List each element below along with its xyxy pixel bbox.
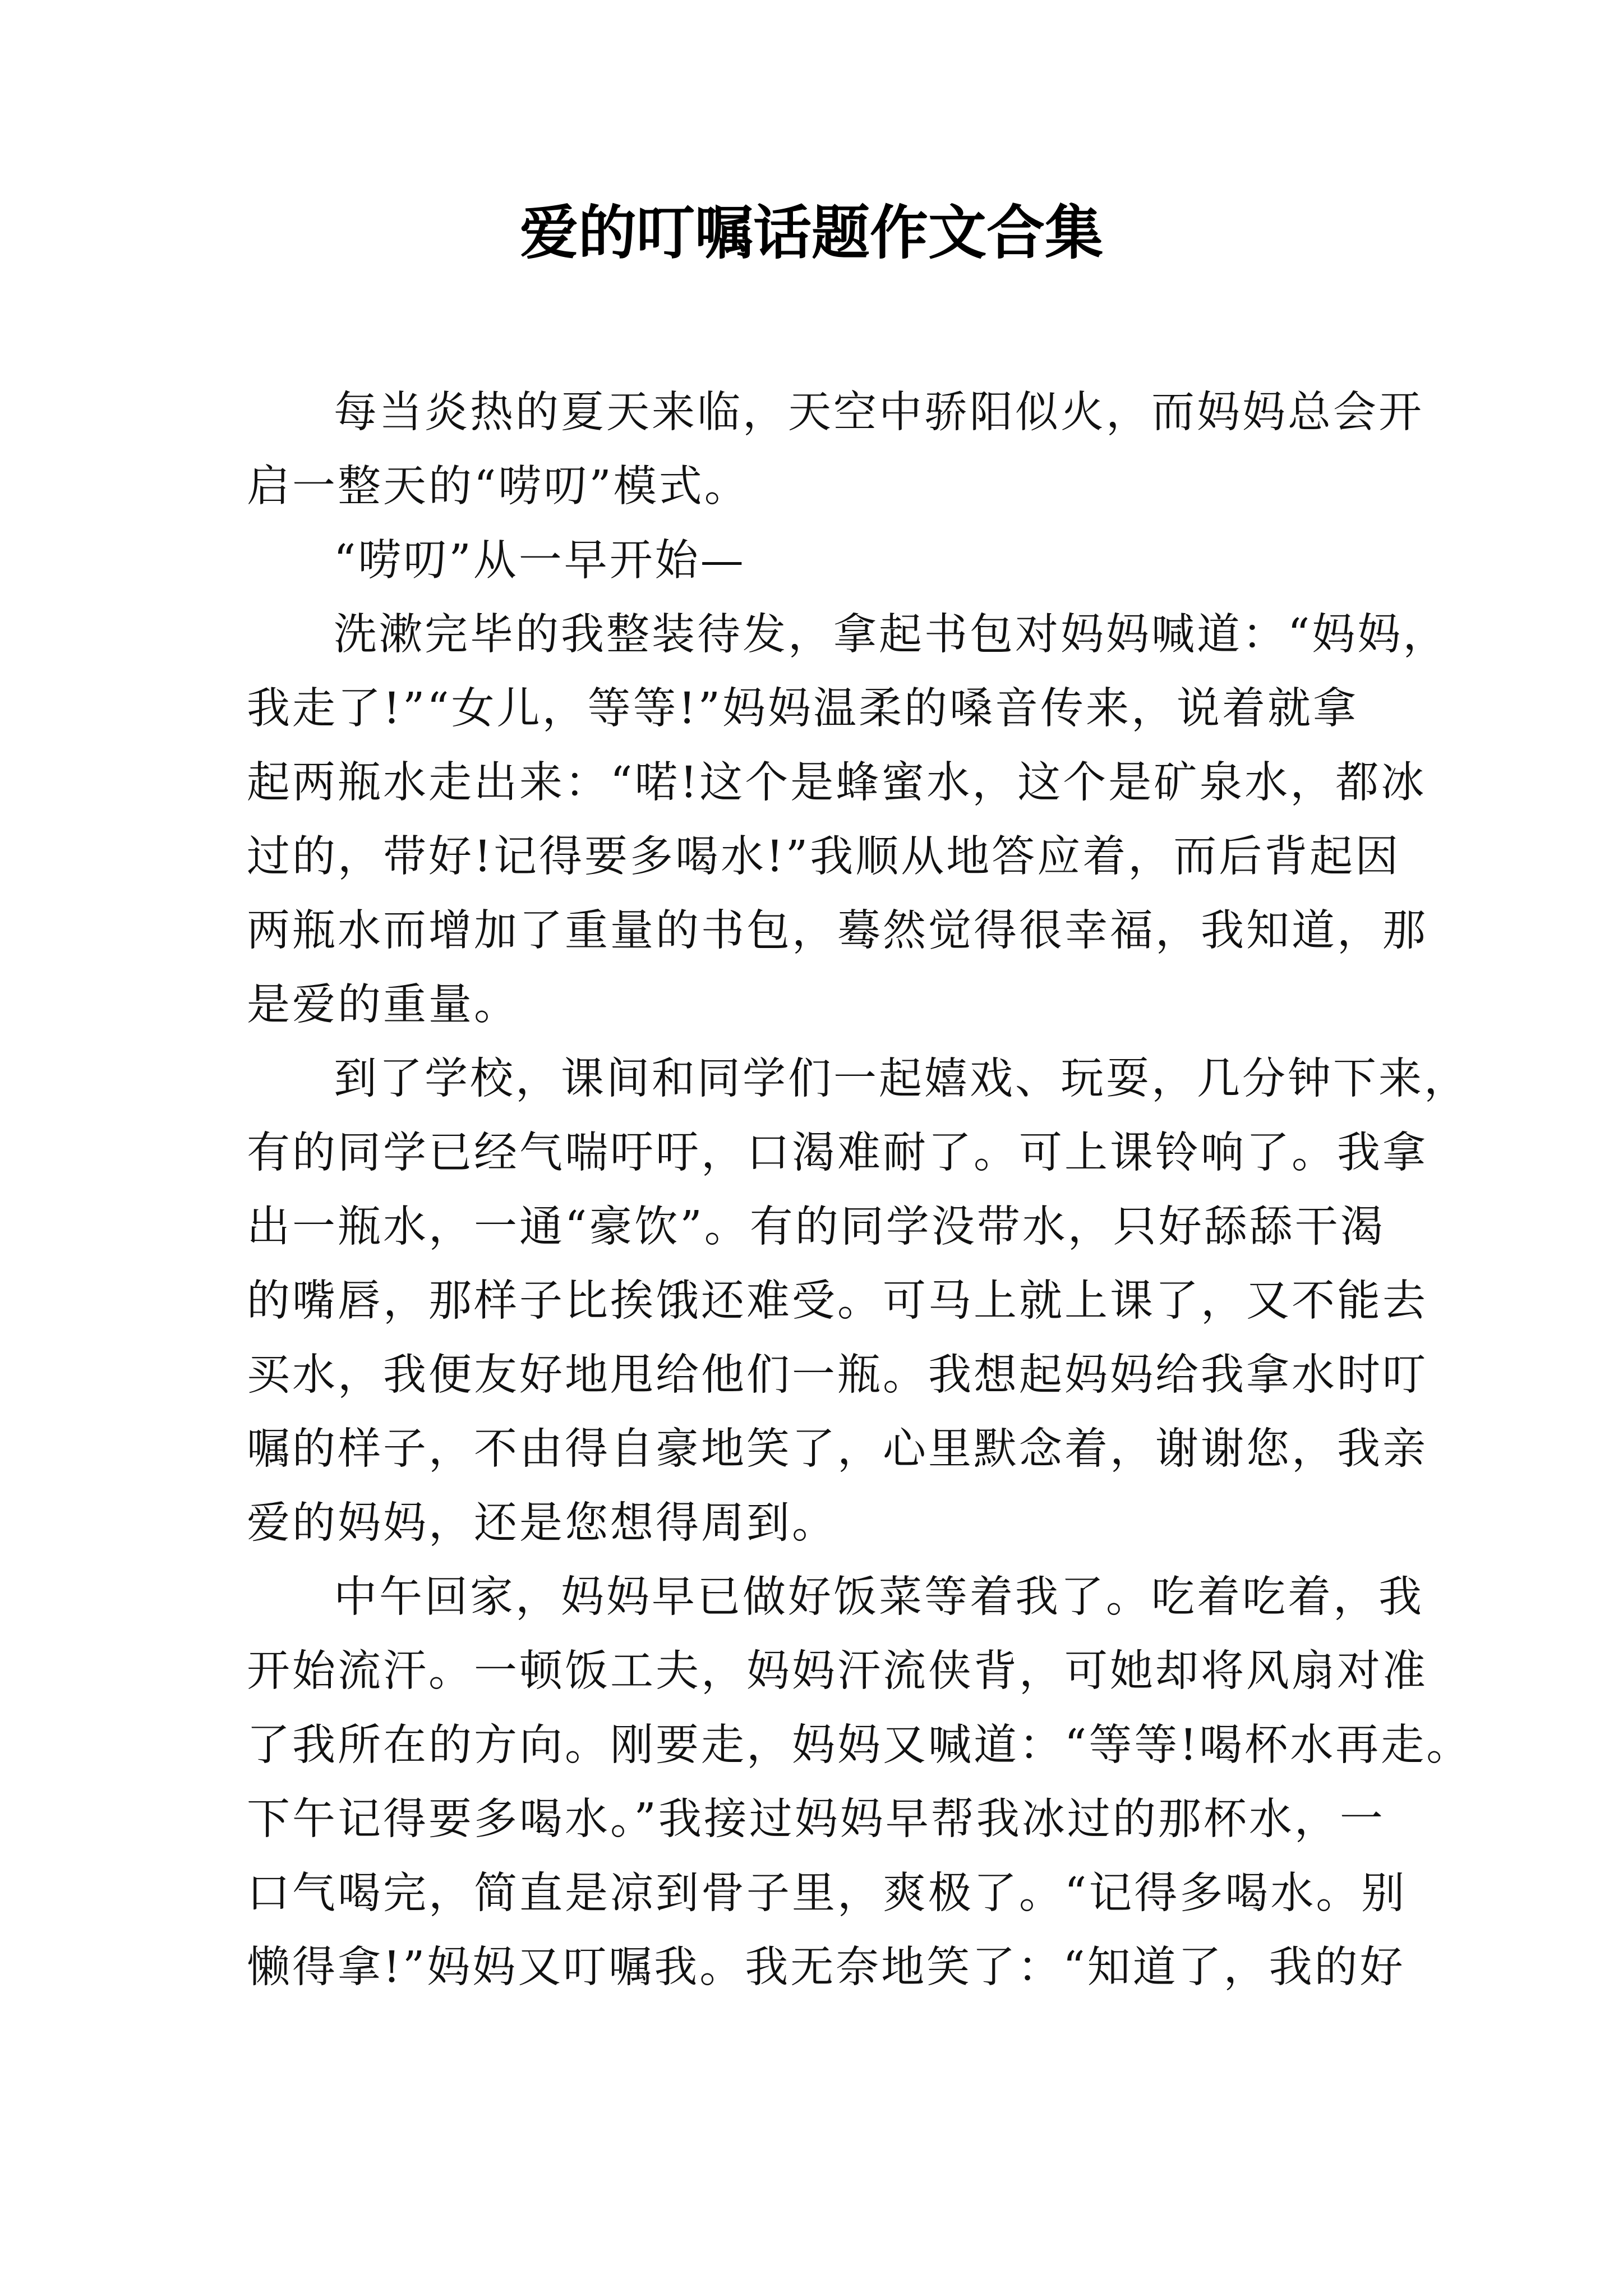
text-line: 有的同学已经气喘吁吁，口渴难耐了。可上课铃响了。我拿: [247, 1128, 1428, 1178]
text-line: 爱的妈妈，还是您想得周到。: [247, 1498, 837, 1548]
text-line: 洗漱完毕的我整装待发，拿起书包对妈妈喊道：“妈妈，: [334, 610, 1449, 660]
text-line: 买水，我便友好地甩给他们一瓶。我想起妈妈给我拿水时叮: [247, 1350, 1428, 1400]
document-body: [247, 376, 1472, 2005]
text-line: 开始流汗。一顿饭工夫，妈妈汗流侠背，可她却将风扇对准: [247, 1646, 1428, 1696]
text-line: 出一瓶水，一通“豪饮”。有的同学没带水，只好舔舔干渴: [247, 1202, 1386, 1252]
document-title: 爱的叮嘱话题作文合集: [519, 198, 1103, 267]
text-line: 起两瓶水走出来：“喏!这个是蜂蜜水，这个是矿泉水，都冰: [247, 758, 1427, 808]
text-line: 到了学校，课间和同学们一起嬉戏、玩耍，几分钟下来，: [334, 1054, 1469, 1104]
text-line: 每当炎热的夏天来临，天空中骄阳似火，而妈妈总会开: [334, 388, 1424, 438]
text-line: 两瓶水而增加了重量的书包，蓦然觉得很幸福，我知道，那: [247, 906, 1428, 956]
text-line: 启一整天的“唠叨”模式。: [247, 462, 750, 512]
text-line: 我走了!”“女儿，等等!”妈妈温柔的嗓音传来，说着就拿: [247, 684, 1358, 734]
text-line: 是爱的重量。: [247, 980, 519, 1030]
text-line: “唠叨”从一早开始—: [334, 536, 746, 586]
text-line: 口气喝完，简直是凉到骨子里，爽极了。“记得多喝水。别: [247, 1869, 1407, 1918]
text-line: 了我所在的方向。刚要走，妈妈又喊道：“等等!喝杯水再走。: [247, 1720, 1472, 1770]
text-line: 的嘴唇，那样子比挨饿还难受。可马上就上课了，又不能去: [247, 1276, 1428, 1326]
text-line: 懒得拿!”妈妈又叮嘱我。我无奈地笑了：“知道了，我的好: [247, 1943, 1405, 1993]
text-line: 下午记得要多喝水。”我接过妈妈早帮我冰过的那杯水，一: [247, 1795, 1385, 1844]
text-line: 嘱的样子，不由得自豪地笑了，心里默念着，谢谢您，我亲: [247, 1424, 1428, 1474]
text-line: 过的，带好!记得要多喝水!”我顺从地答应着，而后背起因: [247, 832, 1401, 882]
text-line: 中午回家，妈妈早已做好饭菜等着我了。吃着吃着，我: [334, 1572, 1424, 1622]
